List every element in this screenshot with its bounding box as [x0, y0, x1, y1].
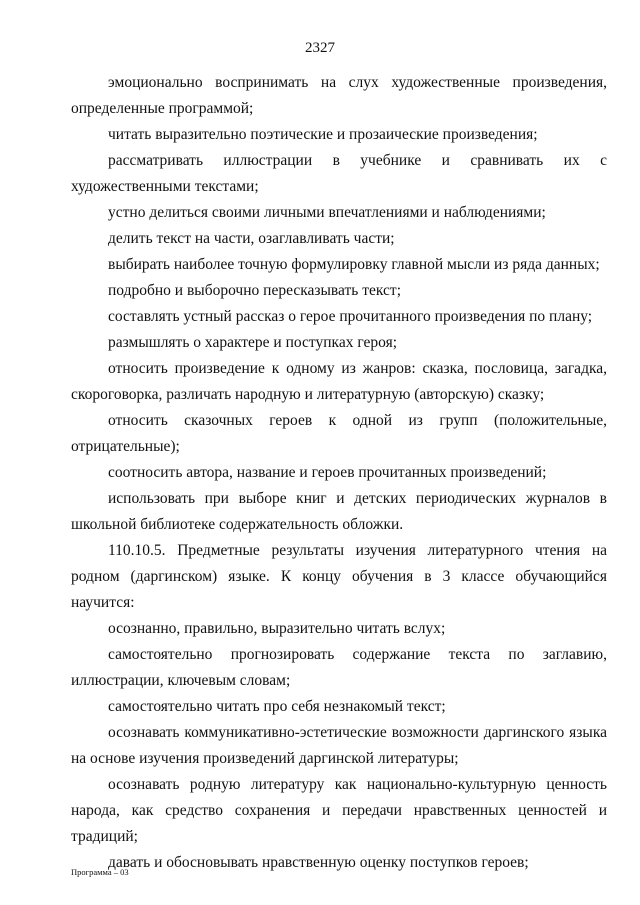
- paragraph: делить текст на части, озаглавливать части;: [108, 230, 395, 247]
- paragraph: самостоятельно прогнозировать содержание текста по заглавию, иллюстрации, ключевым словам;: [71, 646, 607, 689]
- paragraph: составлять устный рассказ о герое прочитанного произведения по плану;: [108, 308, 593, 325]
- paragraph: использовать при выборе книг и детских периодических журналов в школьной библиотеке содержательность обложки.: [71, 490, 607, 533]
- page-footer: Программа – 03: [71, 867, 129, 877]
- paragraph: осознанно, правильно, выразительно читать вслух;: [108, 620, 446, 637]
- paragraph: относить произведение к одному из жанров: сказка, пословица, загадка, скороговорка, различать народную и литературную (авторскую) сказку;: [71, 360, 607, 403]
- section-paragraph: 110.10.5. Предметные результаты изучения литературного чтения на родном (даргинском) языке. К концу обучения в 3 классе обучающийся научится:: [71, 542, 607, 611]
- paragraph: подробно и выборочно пересказывать текст;: [108, 282, 401, 299]
- paragraph: размышлять о характере и поступках героя;: [108, 334, 398, 351]
- paragraph: давать и обосновывать нравственную оценку поступков героев;: [108, 854, 529, 871]
- paragraph: эмоционально воспринимать на слух художественные произведения, определенные программой;: [71, 74, 607, 117]
- body-text: [71, 70, 607, 876]
- paragraph: выбирать наиболее точную формулировку главной мысли из ряда данных;: [108, 256, 600, 273]
- paragraph: относить сказочных героев к одной из групп (положительные, отрицательные);: [71, 412, 607, 455]
- paragraph: устно делиться своими личными впечатлениями и наблюдениями;: [108, 204, 546, 221]
- paragraph: рассматривать иллюстрации в учебнике и сравнивать их с художественными текстами;: [71, 152, 607, 195]
- paragraph: соотносить автора, название и героев прочитанных произведений;: [108, 464, 547, 481]
- paragraph: читать выразительно поэтические и прозаические произведения;: [108, 126, 538, 143]
- paragraph: осознавать коммуникативно-эстетические возможности даргинского языка на основе изучения произведений даргинской литературы;: [71, 724, 607, 767]
- paragraph: самостоятельно читать про себя незнакомый текст;: [108, 698, 446, 715]
- page-number: 2327: [305, 40, 335, 56]
- paragraph: осознавать родную литературу как национально-культурную ценность народа, как средство сохранения и передачи нравственных ценностей и традиций;: [71, 776, 607, 845]
